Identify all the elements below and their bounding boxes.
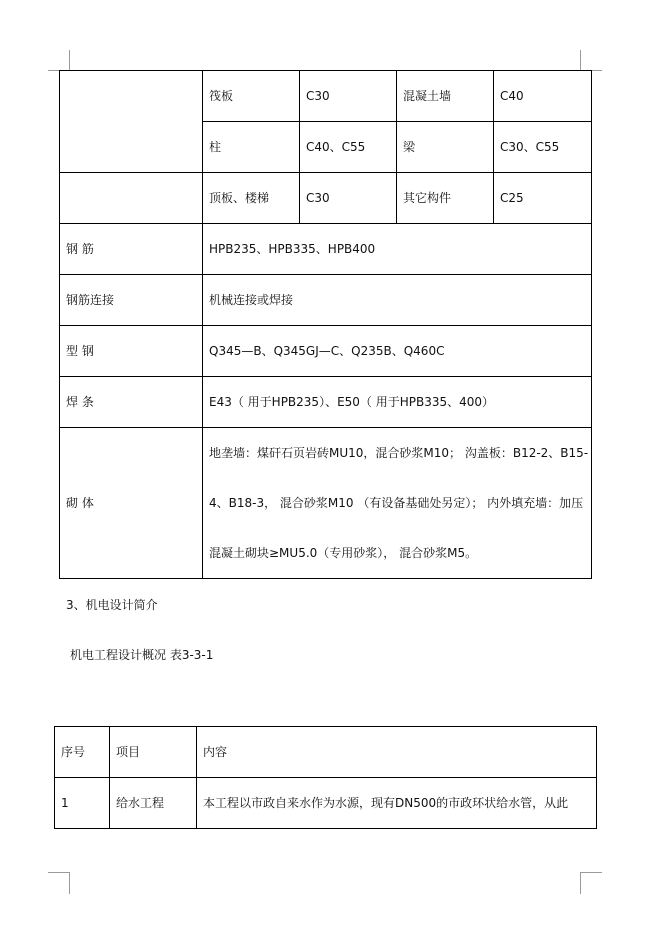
table-cell: 给水工程 <box>110 778 197 829</box>
table-cell: 地垄墙：煤矸石页岩砖MU10，混合砂浆M10； 沟盖板：B12-2、B15-4、B18-3， 混合砂浆M10 （有设备基础处另定）； 内外填充墙：加压混凝土砌块≥MU5.0（专用砂浆）， 混合砂浆M5。 <box>203 428 592 579</box>
table-row <box>60 428 592 579</box>
table-cell: HPB235、HPB335、HPB400 <box>203 224 592 275</box>
table-cell: 钢筋连接 <box>60 275 203 326</box>
materials-table <box>59 70 592 579</box>
table-cell: 砌 体 <box>60 428 203 579</box>
table-cell: C40 <box>494 71 592 122</box>
table-cell: 本工程以市政自来水作为水源，现有DN500的市政环状给水管，从此 <box>197 778 597 829</box>
table-cell <box>60 71 203 173</box>
section-heading: 3、机电设计简介 <box>66 598 158 612</box>
table-cell: E43（ 用于HPB235）、E50（ 用于HPB335、400） <box>203 377 592 428</box>
table-cell: Q345—B、Q345GJ—C、Q235B、Q460C <box>203 326 592 377</box>
table-row <box>60 377 592 428</box>
table-cell: 钢 筋 <box>60 224 203 275</box>
corner-mark-top-left <box>48 50 70 71</box>
table-cell: 混凝土墙 <box>397 71 494 122</box>
table-cell: 其它构件 <box>397 173 494 224</box>
mep-design-table <box>54 726 597 829</box>
table-cell: C30、C55 <box>494 122 592 173</box>
table-cell: 型 钢 <box>60 326 203 377</box>
corner-mark-bottom-left <box>48 872 70 894</box>
table-cell <box>60 173 203 224</box>
table-cell: 梁 <box>397 122 494 173</box>
table-cell: 焊 条 <box>60 377 203 428</box>
table-cell: 机械连接或焊接 <box>203 275 592 326</box>
table-cell: C30 <box>300 173 397 224</box>
table-cell: C40、C55 <box>300 122 397 173</box>
table-cell: 柱 <box>203 122 300 173</box>
table-cell: 筏板 <box>203 71 300 122</box>
table-row <box>60 275 592 326</box>
table-cell: C25 <box>494 173 592 224</box>
table-cell: C30 <box>300 71 397 122</box>
table-header-row <box>55 727 597 778</box>
corner-mark-bottom-right <box>580 872 602 894</box>
table-row <box>60 224 592 275</box>
corner-mark-top-right <box>580 50 602 71</box>
table-header-cell: 内容 <box>197 727 597 778</box>
table-cell: 1 <box>55 778 110 829</box>
table-cell: 顶板、楼梯 <box>203 173 300 224</box>
table-row <box>60 173 592 224</box>
table-header-cell: 项目 <box>110 727 197 778</box>
table-row <box>55 778 597 829</box>
table-header-cell: 序号 <box>55 727 110 778</box>
table-row <box>60 326 592 377</box>
table-row <box>60 71 592 122</box>
table-caption: 机电工程设计概况 表3-3-1 <box>70 648 214 662</box>
